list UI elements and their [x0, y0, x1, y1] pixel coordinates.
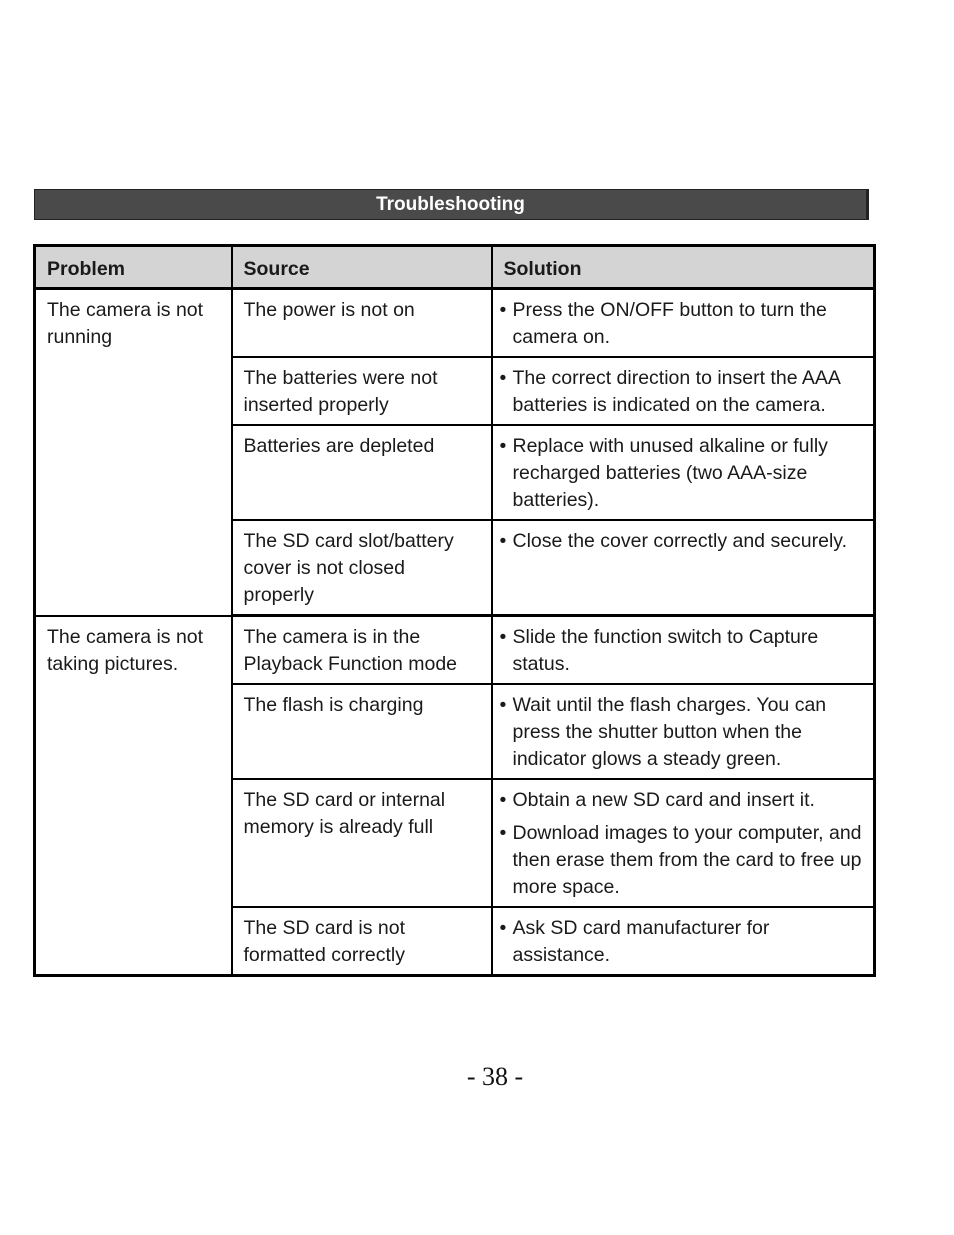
bullet: •: [499, 917, 507, 939]
solution-text: Slide the function switch to Capture status.: [512, 626, 819, 675]
solution-text: Close the cover correctly and securely.: [512, 530, 848, 552]
header-problem: Problem: [35, 246, 232, 289]
solution-text: The correct direction to insert the AAA batteries is indicated on the camera.: [512, 367, 840, 416]
source-cell: The camera is in the Playback Function mode: [232, 616, 492, 685]
bullet: •: [499, 299, 507, 321]
solution-text: Download images to your computer, and then erase them from the card to free up more space.: [512, 822, 862, 898]
solution-item: [500, 820, 868, 901]
solution-text: Obtain a new SD card and insert it.: [512, 789, 815, 811]
solution-item: [500, 297, 868, 351]
solution-cell: [492, 616, 875, 685]
solution-item: [500, 528, 868, 555]
bullet: •: [499, 530, 507, 552]
source-cell: The batteries were not inserted properly: [232, 357, 492, 425]
solution-cell: [492, 425, 875, 520]
bullet: •: [499, 435, 507, 457]
source-cell: Batteries are depleted: [232, 425, 492, 520]
solution-text: Replace with unused alkaline or fully recharged batteries (two AAA-size batteries).: [512, 435, 828, 511]
solution-cell: [492, 357, 875, 425]
problem-cell: The camera is not taking pictures.: [35, 616, 232, 976]
solution-text: Wait until the flash charges. You can press the shutter button when the indicator glows a steady green.: [512, 694, 827, 770]
solution-item: [500, 915, 868, 969]
problem-cell: The camera is not running: [35, 289, 232, 616]
table-header-row: [35, 246, 875, 289]
solution-item: [500, 692, 868, 773]
table-row: [35, 616, 875, 685]
source-cell: The flash is charging: [232, 684, 492, 779]
source-cell: The SD card slot/battery cover is not closed properly: [232, 520, 492, 616]
section-title: Troubleshooting: [376, 193, 525, 215]
solution-cell: [492, 684, 875, 779]
bullet: •: [499, 626, 507, 648]
solution-item: [500, 365, 868, 419]
solution-cell: [492, 289, 875, 358]
bullet: •: [499, 367, 507, 389]
bullet: •: [499, 789, 507, 811]
solution-cell: [492, 907, 875, 976]
source-cell: The SD card is not formatted correctly: [232, 907, 492, 976]
header-solution: Solution: [492, 246, 875, 289]
source-cell: The power is not on: [232, 289, 492, 358]
solution-text: Press the ON/OFF button to turn the camera on.: [512, 299, 827, 348]
solution-item: [500, 624, 868, 678]
source-cell: The SD card or internal memory is already full: [232, 779, 492, 907]
solution-cell: [492, 779, 875, 907]
table-row: [35, 289, 875, 358]
solution-item: [500, 787, 868, 814]
troubleshooting-table: [33, 244, 876, 977]
solution-text: Ask SD card manufacturer for assistance.: [512, 917, 770, 966]
section-title-bar: [34, 189, 869, 220]
page-number: - 38 -: [466, 1062, 524, 1091]
header-source: Source: [232, 246, 492, 289]
bullet: •: [499, 822, 507, 844]
solution-item: [500, 433, 868, 514]
solution-cell: [492, 520, 875, 616]
bullet: •: [499, 694, 507, 716]
